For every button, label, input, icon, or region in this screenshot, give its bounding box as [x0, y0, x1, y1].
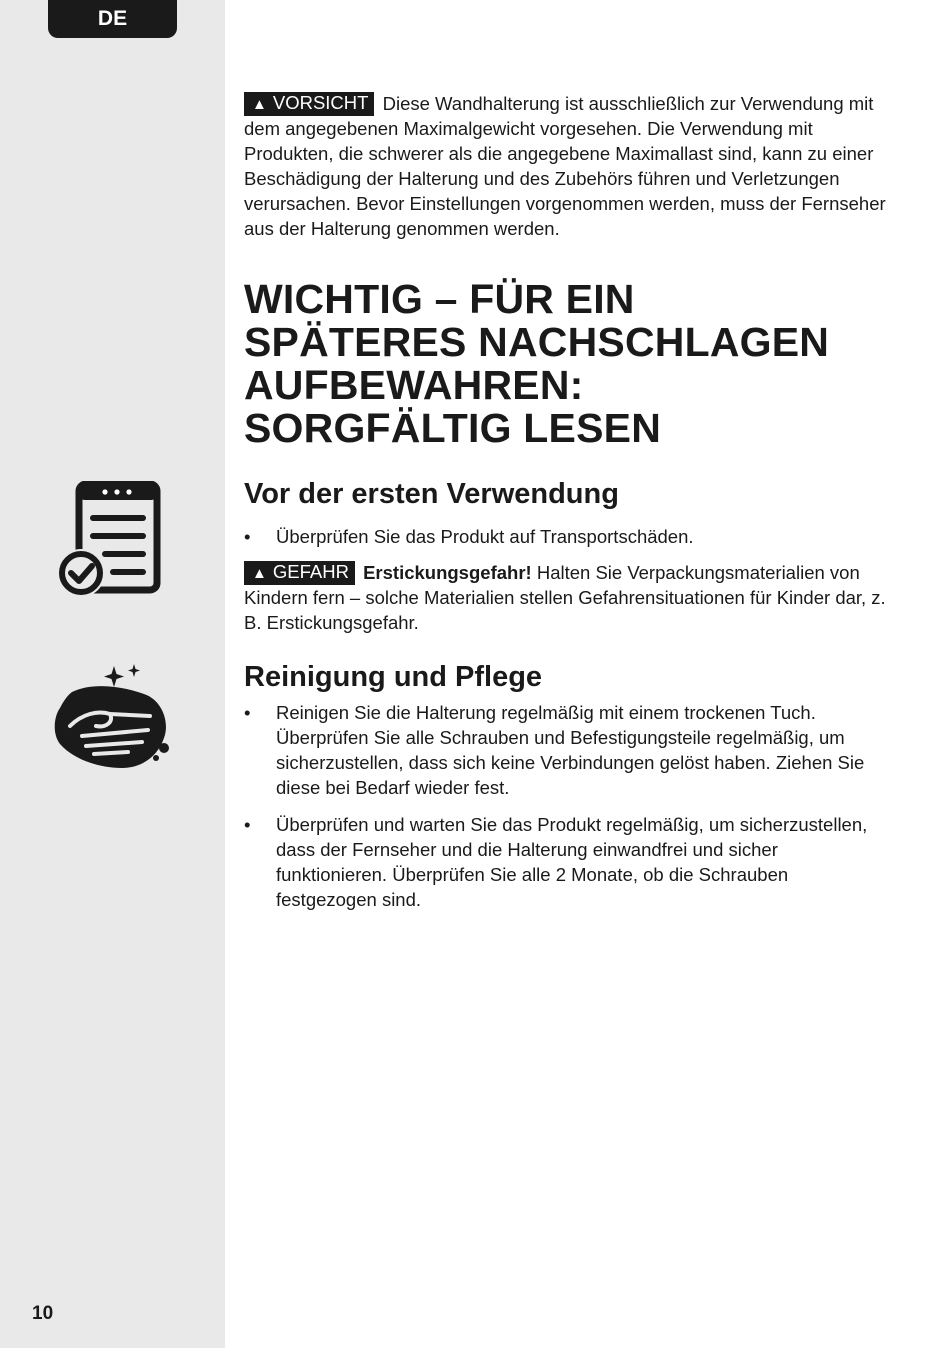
bullet-marker: • — [244, 526, 251, 547]
danger-notice — [244, 560, 894, 635]
list-item — [244, 812, 884, 912]
page-title-line-2: SPÄTERES NACHSCHLAGEN — [244, 319, 830, 365]
page-title-line-3: AUFBEWAHREN: — [244, 362, 584, 408]
page-title-line-4: SORGFÄLTIG LESEN — [244, 405, 662, 451]
page-title — [244, 278, 829, 450]
checklist-icon — [55, 481, 170, 601]
warning-triangle-icon: ▲ — [252, 565, 267, 582]
danger-bold-text: Erstickungsgefahr! — [363, 562, 532, 583]
danger-text: Halten Sie Verpackungsmaterialien von Kindern fern – solche Materialien stellen Gefahrensituationen für Kinder dar, z. B. Erstickungsgefahr. — [244, 562, 886, 633]
caution-text: Diese Wandhalterung ist ausschließlich zur Verwendung mit dem angegebenen Maximalgewicht vorgesehen. Die Verwendung mit Produkten, die schwerer als die angegebene Maximallast sind, kann zu einer Beschädigung der Halterung und des Zubehörs führen und Verletzungen verursachen. Bevor Einstellungen vorgenommen werden, muss der Fernseher aus der Halterung genommen werden. — [244, 93, 886, 239]
list-item-text: Reinigen Sie die Halterung regelmäßig mit einem trockenen Tuch. Überprüfen Sie alle Schrauben und Befestigungsteile regelmäßig, um sicherzustellen, dass sich keine Verbindungen gelöst haben. Ziehen Sie diese bei Bedarf wieder fest. — [276, 702, 865, 798]
page-title-line-1: WICHTIG – FÜR EIN — [244, 276, 635, 322]
warning-triangle-icon: ▲ — [252, 96, 267, 113]
danger-badge-label: GEFAHR — [272, 561, 349, 582]
sidebar — [0, 0, 225, 1348]
bullet-marker: • — [244, 702, 251, 723]
cleaning-hand-icon — [52, 664, 174, 774]
section-heading-first-use: Vor der ersten Verwendung — [244, 478, 619, 510]
section-heading-cleaning: Reinigung und Pflege — [244, 661, 543, 693]
caution-notice — [244, 91, 894, 241]
language-tab: DE — [48, 0, 177, 38]
page-number: 10 — [32, 1303, 54, 1324]
danger-badge — [244, 561, 355, 585]
caution-badge — [244, 92, 374, 116]
list-item — [244, 700, 884, 800]
list-item — [244, 524, 884, 549]
bullet-marker: • — [244, 814, 251, 835]
list-item-text: Überprüfen und warten Sie das Produkt regelmäßig, um sicherzustellen, dass der Fernseher und die Halterung einwandfrei und sicher funktionieren. Überprüfen Sie alle 2 Monate, ob die Schrauben festgezogen sind. — [276, 814, 868, 910]
list-item-text: Überprüfen Sie das Produkt auf Transportschäden. — [276, 526, 694, 547]
caution-badge-label: VORSICHT — [272, 92, 369, 113]
